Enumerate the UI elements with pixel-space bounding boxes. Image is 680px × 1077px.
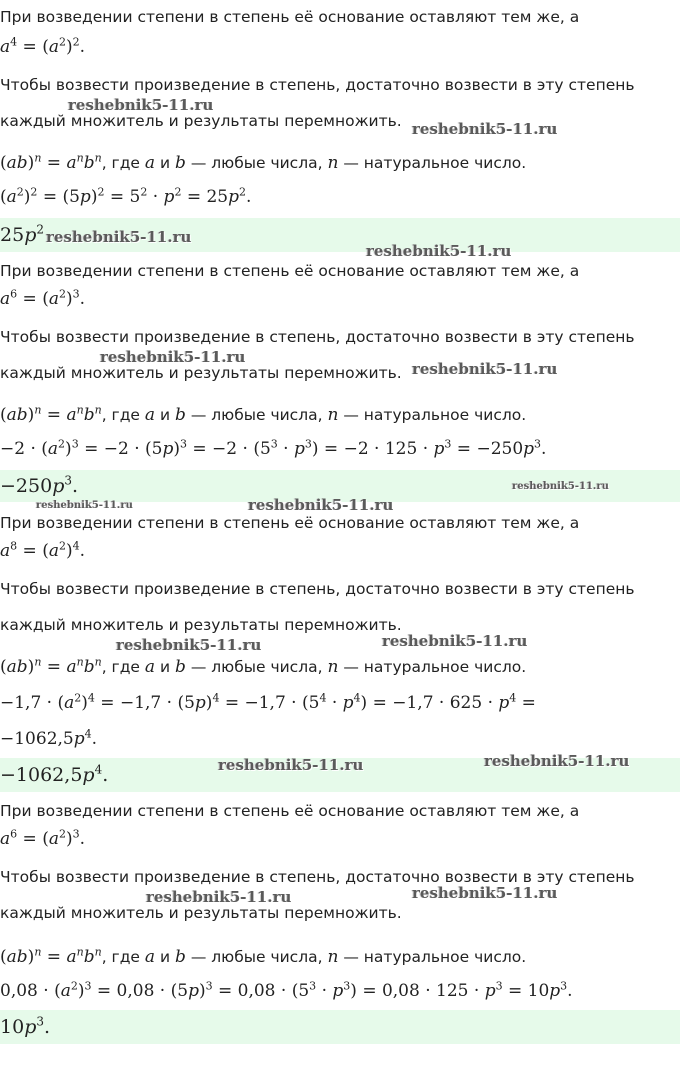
rule-product-2-line2: каждый множитель и результаты перемножить. [0, 364, 402, 382]
answer-3: $-1062,5p^4$. [0, 762, 109, 786]
rule-power-of-power-2: При возведении степени в степень её основание оставляют тем же, а [0, 262, 580, 280]
watermark: reshebnik5-11.ru [68, 96, 214, 114]
watermark: reshebnik5-11.ru [412, 360, 558, 378]
watermark: reshebnik5-11.ru [366, 242, 512, 260]
identity-4: $a^6 = (a^2)^3$. [0, 827, 86, 849]
answer-1: $25p^2$ [0, 222, 44, 246]
watermark: reshebnik5-11.ru [146, 888, 292, 906]
watermark: reshebnik5-11.ru [116, 636, 262, 654]
rule-power-of-power-3: При возведении степени в степень её основание оставляют тем же, а [0, 514, 580, 532]
watermark: reshebnik5-11.ru [100, 348, 246, 366]
rule-power-of-power-4: При возведении степени в степень её основание оставляют тем же, а [0, 802, 580, 820]
answer-band-4 [0, 1010, 680, 1044]
product-formula-2: $(ab)^n = a^nb^n$, где a и b — любые числа, n — натуральное число. [0, 403, 527, 425]
identity-1: $a^4 = (a^2)^2$. [0, 35, 86, 57]
watermark: reshebnik5-11.ru [512, 481, 609, 492]
answer-4: $10p^3$. [0, 1014, 51, 1038]
watermark: reshebnik5-11.ru [218, 756, 364, 774]
watermark: reshebnik5-11.ru [412, 884, 558, 902]
rule-product-3-line1: Чтобы возвести произведение в степень, достаточно возвести в эту степень [0, 580, 635, 598]
rule-product-1-line1: Чтобы возвести произведение в степень, достаточно возвести в эту степень [0, 76, 635, 94]
watermark: reshebnik5-11.ru [484, 752, 630, 770]
solution-3-line1: $-1,7 \cdot (a^2)^4 = -1,7 \cdot (5p)^4 = -1,7 \cdot (5^4 \cdot p^4) = -1,7 \cdot 625 \cdot p^4$ = [0, 691, 536, 713]
rule-product-4-line1: Чтобы возвести произведение в степень, достаточно возвести в эту степень [0, 868, 635, 886]
watermark: reshebnik5-11.ru [412, 120, 558, 138]
product-formula-4: $(ab)^n = a^nb^n$, где a и b — любые числа, n — натуральное число. [0, 945, 527, 967]
product-formula-1: $(ab)^n = a^nb^n$, где a и b — любые числа, n — натуральное число. [0, 151, 527, 173]
solution-3-line2: $-1062,5p^4$. [0, 727, 98, 749]
rule-product-3-line2: каждый множитель и результаты перемножить. [0, 616, 402, 634]
answer-2: $-250p^3$. [0, 473, 79, 497]
identity-2: $a^6 = (a^2)^3$. [0, 287, 86, 309]
solution-4: $0,08 \cdot (a^2)^3 = 0,08 \cdot (5p)^3 = 0,08 \cdot (5^3 \cdot p^3) = 0,08 \cdot 125 \cdot p^3 = 10p^3$. [0, 979, 573, 1001]
product-formula-3: $(ab)^n = a^nb^n$, где a и b — любые числа, n — натуральное число. [0, 655, 527, 677]
rule-product-4-line2: каждый множитель и результаты перемножить. [0, 904, 402, 922]
watermark: reshebnik5-11.ru [46, 228, 192, 246]
watermark: reshebnik5-11.ru [248, 496, 394, 514]
rule-product-2-line1: Чтобы возвести произведение в степень, достаточно возвести в эту степень [0, 328, 635, 346]
watermark: reshebnik5-11.ru [382, 632, 528, 650]
solution-2: $-2 \cdot (a^2)^3 = -2 \cdot (5p)^3 = -2 \cdot (5^3 \cdot p^3) = -2 \cdot 125 \cdot p^3 = -250p^3$. [0, 437, 547, 459]
identity-3: $a^8 = (a^2)^4$. [0, 539, 86, 561]
watermark: reshebnik5-11.ru [36, 500, 133, 511]
rule-product-1-line2: каждый множитель и результаты перемножить. [0, 112, 402, 130]
rule-power-of-power-1: При возведении степени в степень её основание оставляют тем же, а [0, 8, 580, 26]
solution-1: $(a^2)^2 = (5p)^2 = 5^2 \cdot p^2 = 25p^2$. [0, 185, 252, 207]
